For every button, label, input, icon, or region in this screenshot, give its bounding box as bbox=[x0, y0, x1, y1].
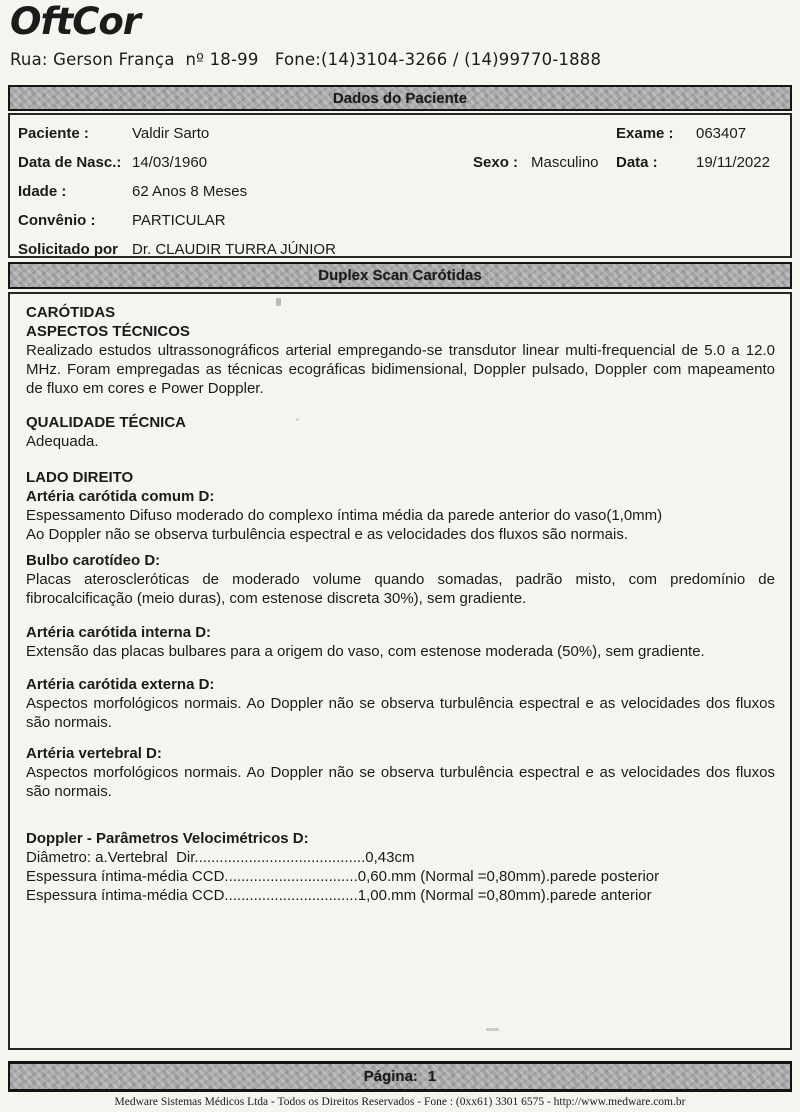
exame-label: Exame : bbox=[616, 125, 674, 142]
paragraph-qualidade-tecnica: Adequada. bbox=[26, 433, 99, 450]
solicitado-por-label: Solicitado por bbox=[18, 241, 119, 258]
scan-artifact bbox=[296, 418, 299, 421]
solicitado-por-value: Dr. CLAUDIR TURRA JÚNIOR bbox=[132, 241, 336, 258]
paragraph-carotida-comum-2: Ao Doppler não se observa turbulência espectral e as velocidades dos fluxos são normais. bbox=[26, 526, 629, 543]
heading-doppler-parametros: Doppler - Parâmetros Velocimétricos D: bbox=[26, 830, 309, 847]
convenio-label: Convênio : bbox=[18, 212, 96, 229]
data-nascimento-value: 14/03/1960 bbox=[132, 154, 208, 171]
section-title-duplex-scan: Duplex Scan Carótidas bbox=[318, 267, 482, 284]
heading-aspectos-tecnicos: ASPECTOS TÉCNICOS bbox=[26, 323, 190, 340]
scan-artifact bbox=[276, 298, 281, 306]
clinic-address: Rua: Gerson França nº 18-99 Fone:(14)3104-3266 / (14)99770-1888 bbox=[10, 50, 602, 69]
heading-carotida-comum: Artéria carótida comum D: bbox=[26, 488, 215, 505]
heading-carotida-interna: Artéria carótida interna D: bbox=[26, 624, 212, 641]
heading-carotida-externa: Artéria carótida externa D: bbox=[26, 676, 215, 693]
heading-qualidade-tecnica: QUALIDADE TÉCNICA bbox=[26, 414, 186, 431]
page-number-bar bbox=[8, 1061, 792, 1092]
section-bar-dados-paciente bbox=[8, 85, 792, 111]
doppler-line-espessura-anterior: Espessura íntima-média CCD................................1,00.mm (Normal =0,80mm).parede anterior bbox=[26, 887, 652, 904]
section-title-dados-paciente: Dados do Paciente bbox=[332, 89, 468, 107]
page-number-value: 1 bbox=[427, 1068, 437, 1085]
paciente-value: Valdir Sarto bbox=[132, 125, 210, 142]
exame-value: 063407 bbox=[696, 125, 747, 142]
report-body-box bbox=[8, 292, 792, 1050]
data-nascimento-label: Data de Nasc.: bbox=[18, 154, 122, 171]
paragraph-carotida-interna: Extensão das placas bulbares para a origem do vaso, com estenose moderada (50%), sem gradiente. bbox=[26, 643, 705, 660]
patient-info-box bbox=[8, 113, 792, 258]
idade-label: Idade : bbox=[18, 183, 67, 200]
scan-artifact bbox=[486, 1028, 499, 1031]
paragraph-aspectos-tecnicos: Realizado estudos ultrassonográficos arterial empregando-se transdutor linear multi-frequencial de 5.0 a 12.0 MHz. Foram empregadas as técnicas ecográficas bidimensional, Doppler pulsado, Doppler com mapeamento de fluxo em cores e Power Doppler. bbox=[26, 342, 775, 397]
idade-value: 62 Anos 8 Meses bbox=[132, 183, 248, 200]
paragraph-bulbo-carotideo: Placas ateroscleróticas de moderado volume quando somadas, padrão misto, com predomínio de fibrocalcificação (meio duras), com estenose discreta 30%), sem gradiente. bbox=[26, 571, 775, 607]
data-exame-label: Data : bbox=[616, 154, 658, 171]
paragraph-carotida-externa: Aspectos morfológicos normais. Ao Doppler não se observa turbulência espectral e as velocidades dos fluxos são normais. bbox=[26, 695, 775, 731]
clinic-logo: OftCor bbox=[10, 0, 141, 43]
doppler-line-espessura-posterior: Espessura íntima-média CCD................................0,60.mm (Normal =0,80mm).parede posterior bbox=[26, 868, 660, 885]
heading-carotidas: CARÓTIDAS bbox=[26, 304, 116, 321]
paciente-label: Paciente : bbox=[18, 125, 89, 142]
paragraph-arteria-vertebral: Aspectos morfológicos normais. Ao Doppler não se observa turbulência espectral e as velocidades dos fluxos são normais. bbox=[26, 764, 775, 800]
paragraph-carotida-comum-1: Espessamento Difuso moderado do complexo íntima média da parede anterior do vaso(1,0mm) bbox=[26, 507, 663, 524]
heading-lado-direito: LADO DIREITO bbox=[26, 469, 134, 486]
data-exame-value: 19/11/2022 bbox=[696, 154, 770, 171]
doppler-line-diametro: Diâmetro: a.Vertebral Dir.........................................0,43cm bbox=[26, 849, 415, 866]
page-number-label: Página: bbox=[363, 1068, 418, 1085]
footer-copyright: Medware Sistemas Médicos Ltda - Todos os Direitos Reservados - Fone : (0xx61) 3301 6575 - http://www.medware.com.br bbox=[114, 1096, 686, 1108]
heading-arteria-vertebral: Artéria vertebral D: bbox=[26, 745, 162, 762]
convenio-value: PARTICULAR bbox=[132, 212, 226, 229]
section-bar-duplex-scan bbox=[8, 262, 792, 289]
sexo-label: Sexo : bbox=[473, 154, 519, 171]
sexo-value: Masculino bbox=[531, 154, 599, 171]
heading-bulbo-carotideo: Bulbo carotídeo D: bbox=[26, 552, 161, 569]
